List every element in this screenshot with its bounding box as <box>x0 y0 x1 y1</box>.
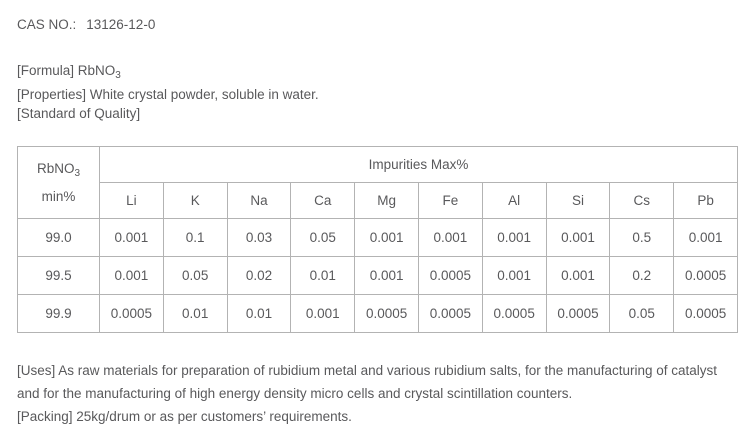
value-cell: 0.03 <box>227 219 291 257</box>
formula-subscript: 3 <box>115 70 121 81</box>
element-header-al: Al <box>482 183 546 219</box>
purity-header-formula-subscript: 3 <box>74 167 81 179</box>
value-cell: 0.0005 <box>546 295 610 333</box>
value-cell: 0.01 <box>227 295 291 333</box>
uses-paragraph: [Uses] As raw materials for preparation of rubidium metal and various rubidium salts, for the manufacturing of catalyst and for the manufacturing of high energy density micro cells and crystal scintillation counters. <box>17 363 718 401</box>
value-cell: 0.1 <box>163 219 227 257</box>
value-cell: 0.2 <box>610 257 674 295</box>
element-header-li: Li <box>100 183 164 219</box>
value-cell: 0.0005 <box>355 295 419 333</box>
value-cell: 0.001 <box>546 257 610 295</box>
cas-value: 13126-12-0 <box>86 17 156 32</box>
value-cell: 0.001 <box>100 219 164 257</box>
table-row-99-9 <box>18 295 738 333</box>
value-cell: 0.0005 <box>482 295 546 333</box>
element-header-mg: Mg <box>355 183 419 219</box>
purity-cell: 99.0 <box>18 219 100 257</box>
purity-header-min-percent: min% <box>41 188 76 204</box>
value-cell: 0.001 <box>100 257 164 295</box>
value-cell: 0.0005 <box>418 257 482 295</box>
value-cell: 0.001 <box>418 219 482 257</box>
element-header-fe: Fe <box>418 183 482 219</box>
value-cell: 0.05 <box>610 295 674 333</box>
cas-label: CAS NO.: <box>17 17 77 32</box>
value-cell: 0.01 <box>163 295 227 333</box>
element-header-ca: Ca <box>291 183 355 219</box>
table-header-row-top <box>18 147 738 183</box>
value-cell: 0.0005 <box>674 257 738 295</box>
element-header-cs: Cs <box>610 183 674 219</box>
value-cell: 0.001 <box>546 219 610 257</box>
value-cell: 0.0005 <box>100 295 164 333</box>
element-header-si: Si <box>546 183 610 219</box>
element-header-k: K <box>163 183 227 219</box>
value-cell: 0.0005 <box>674 295 738 333</box>
packing-line: [Packing] 25kg/drum or as per customers’ requirements. <box>17 409 352 424</box>
value-cell: 0.001 <box>674 219 738 257</box>
value-cell: 0.001 <box>482 219 546 257</box>
element-header-pb: Pb <box>674 183 738 219</box>
standard-of-quality-line: [Standard of Quality] <box>17 106 141 121</box>
element-header-row <box>18 183 738 219</box>
cas-number-line <box>17 15 737 34</box>
value-cell: 0.5 <box>610 219 674 257</box>
purity-header-formula <box>18 161 99 177</box>
value-cell: 0.02 <box>227 257 291 295</box>
value-cell: 0.001 <box>291 295 355 333</box>
formula-text: [Formula] RbNO <box>17 63 116 78</box>
value-cell: 0.001 <box>482 257 546 295</box>
element-header-na: Na <box>227 183 291 219</box>
formula-line <box>17 61 737 80</box>
table-row-99-5 <box>18 257 738 295</box>
purity-column-header <box>18 147 100 219</box>
value-cell: 0.05 <box>163 257 227 295</box>
value-cell: 0.05 <box>291 219 355 257</box>
purity-header-formula-base: RbNO <box>36 160 75 176</box>
impurities-max-header: Impurities Max% <box>100 147 738 183</box>
value-cell: 0.0005 <box>418 295 482 333</box>
value-cell: 0.001 <box>355 219 419 257</box>
value-cell: 0.01 <box>291 257 355 295</box>
quality-standard-table <box>17 146 738 333</box>
purity-cell: 99.5 <box>18 257 100 295</box>
purity-cell: 99.9 <box>18 295 100 333</box>
table-row-99-0 <box>18 219 738 257</box>
value-cell: 0.001 <box>355 257 419 295</box>
properties-line: [Properties] White crystal powder, soluble in water. <box>17 87 319 102</box>
